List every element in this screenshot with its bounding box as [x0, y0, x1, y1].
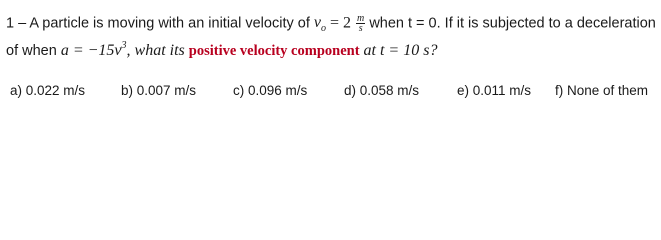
acceleration-expression: $a = -15v^3$, what its: [60, 40, 189, 59]
choice-f: f) None of them: [555, 83, 649, 98]
question-text-line1-end: when t = 0. If it is subjected to a deceleration: [369, 15, 656, 32]
question-text-line2-start: of when: [6, 43, 57, 59]
velocity-value: = 2: [325, 14, 352, 32]
question-line-1: [6, 14, 656, 35]
choice-b: b) 0.007 m/s: [121, 83, 197, 98]
velocity-symbol: $v_o$: [313, 14, 326, 35]
choice-c: c) 0.096 m/s: [233, 83, 308, 98]
answer-choices: [0, 83, 661, 103]
question-text-line2-end: at t = 10 s?: [359, 42, 438, 59]
highlighted-phrase: positive velocity component: [188, 43, 360, 59]
question-line-2: [6, 40, 437, 60]
choice-d: d) 0.058 m/s: [344, 83, 420, 98]
choice-a: a) 0.022 m/s: [10, 83, 86, 98]
choice-e: e) 0.011 m/s: [457, 83, 532, 98]
question-text-start: 1 – A particle is moving with an initial velocity of: [6, 15, 310, 32]
velocity-unit-fraction: $\frac{m}{s}$: [357, 13, 365, 34]
